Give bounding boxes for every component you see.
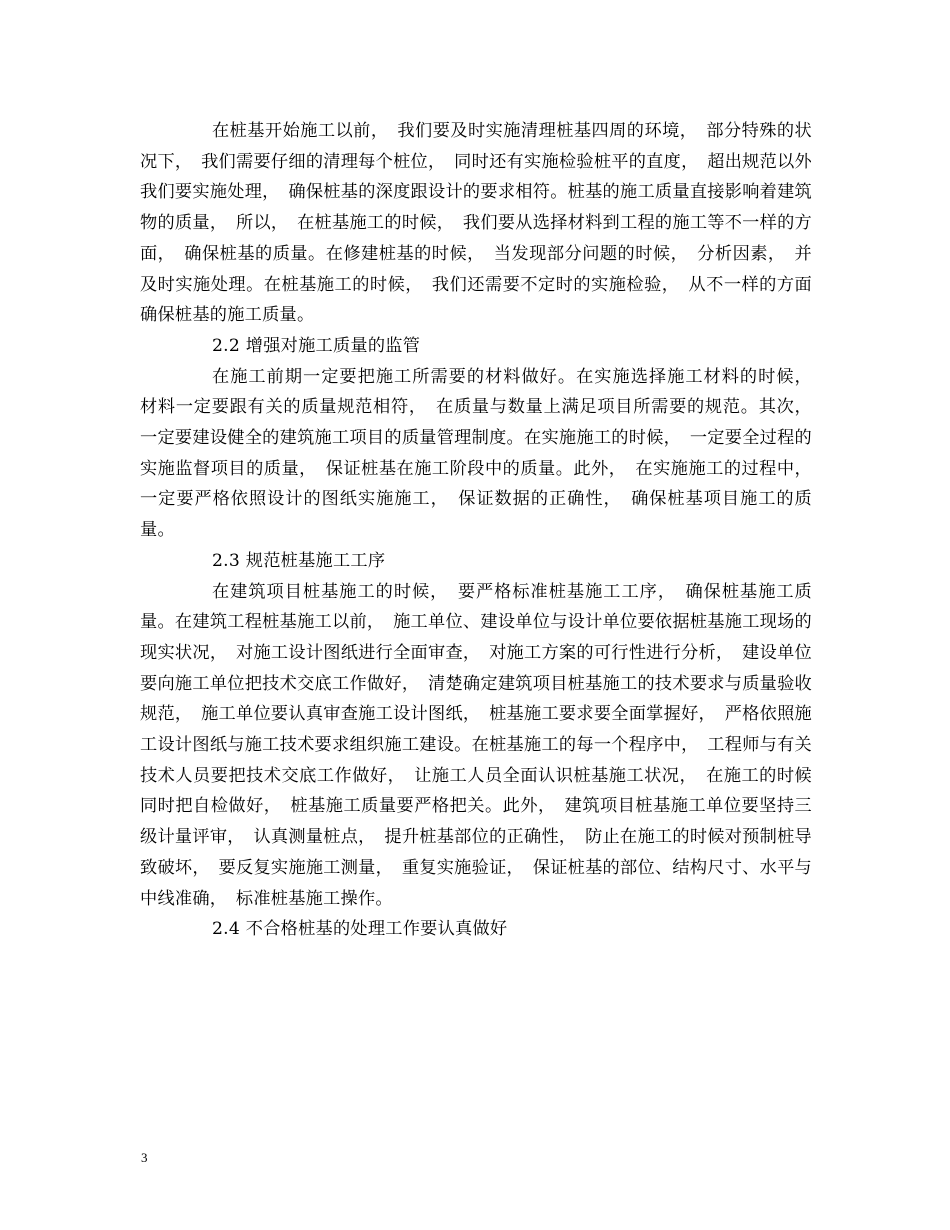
page-number: 3: [141, 1150, 148, 1165]
paragraph-quality-supervision: 在施工前期一定要把施工所需要的材料做好。在实施选择施工材料的时候， 材料一定要跟有关的质量规范相符， 在质量与数量上满足项目所需要的规范。其次， 一定要建设健全的建筑施工项目的质量管理制度。在实施施工的时候， 一定要全过程的实施监督项目的质量， 保证桩基在施工阶段中的质量。此外， 在实施施工的过程中， 一定要严格依照设计的图纸实施施工， 保证数据的正确性， 确保桩基项目施工的质量。: [140, 366, 812, 541]
paragraph-construction-procedure: 在建筑项目桩基施工的时候， 要严格标准桩基施工工序， 确保桩基施工质量。在建筑工程桩基施工以前， 施工单位、建设单位与设计单位要依据桩基施工现场的现实状况， 对施工设计图纸进行全面审查， 对施工方案的可行性进行分析， 建设单位要向施工单位把技术交底工作做好， 清楚确定建筑项目桩基施工的技术要求与质量验收规范， 施工单位要认真审查施工设计图纸， 桩基施工要求要全面掌握好， 严格依照施工设计图纸与施工技术要求组织施工建设。在桩基施工的每一个程序中， 工程师与有关技术人员要把技术交底工作做好， 让施工人员全面认识桩基施工状况， 在施工的时候同时把自检做好， 桩基施工质量要严格把关。此外， 建筑项目桩基施工单位要坚持三级计量评审， 认真测量桩点， 提升桩基部位的正确性， 防止在施工的时候对预制桩导致破坏， 要反复实施施工测量， 重复实施验证， 保证桩基的部位、结构尺寸、水平与中线准确， 标准桩基施工操作。: [140, 581, 812, 909]
document-body: [140, 116, 812, 945]
paragraph-pile-cleaning: 在桩基开始施工以前， 我们要及时实施清理桩基四周的环境， 部分特殊的状况下， 我们需要仔细的清理每个桩位， 同时还有实施检验桩平的直度， 超出规范以外我们要实施处理， 确保桩基的深度跟设计的要求相符。桩基的施工质量直接影响着建筑物的质量， 所以， 在桩基施工的时候， 我们要从选择材料到工程的施工等不一样的方面， 确保桩基的质量。在修建桩基的时候， 当发现部分问题的时候， 分析因素， 并及时实施处理。在桩基施工的时候， 我们还需要不定时的实施检验， 从不一样的方面确保桩基的施工质量。: [140, 121, 812, 326]
section-heading-2-2: 2.2 增强对施工质量的监管: [212, 335, 421, 356]
section-heading-2-3: 2.3 规范桩基施工工序: [212, 550, 386, 571]
section-heading-2-4: 2.4 不合格桩基的处理工作要认真做好: [212, 919, 508, 940]
